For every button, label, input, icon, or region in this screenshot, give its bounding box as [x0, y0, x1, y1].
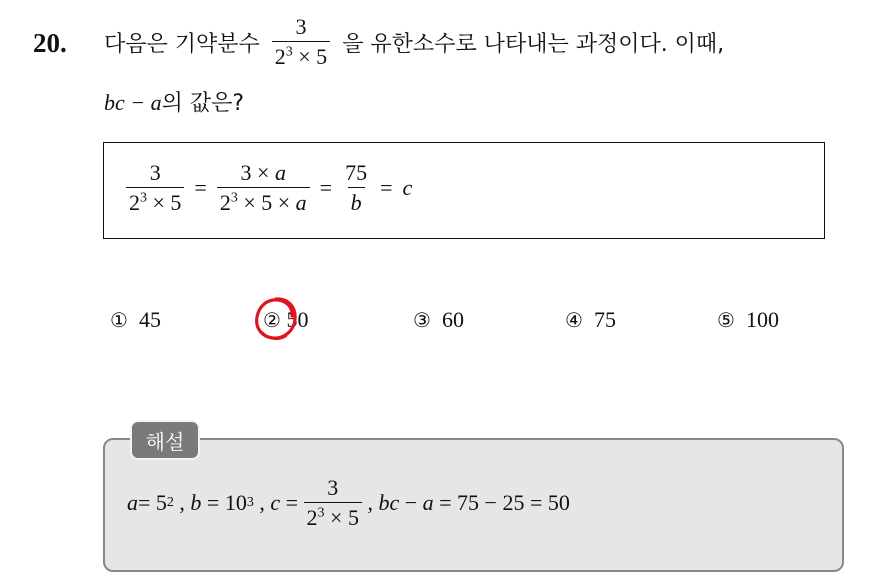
process-fraction-3: $\frac{75}{b}$ [345, 160, 368, 216]
question-number: 20. [33, 28, 67, 58]
solution-badge: 해설 [130, 420, 200, 460]
choice-marker: ① [110, 308, 128, 332]
choice-value: 100 [745, 307, 779, 332]
fraction-numerator: 3 [295, 13, 307, 39]
equals-sign: = [194, 175, 207, 201]
solution-box [103, 438, 844, 572]
choice-value: 75 [593, 307, 616, 332]
choice-marker: ③ [413, 308, 431, 332]
choice-value: 60 [441, 307, 464, 332]
question-text-part2: 을 유한소수로 나타내는 과정이다. 이때, [342, 31, 725, 57]
question-text-part1: 다음은 기약분수 [104, 31, 260, 57]
equals-sign: = [380, 175, 393, 201]
choice-marker: ⑤ [717, 308, 735, 332]
question-line-1 [104, 10, 724, 74]
equals-sign: = [319, 175, 333, 201]
question-line-2 [104, 86, 244, 117]
solution-fraction: $\frac{3}{2^3 \times 5}$ [304, 476, 362, 530]
fraction-denominator: $2^3 \times 5$ [272, 41, 330, 69]
choice-1[interactable] [110, 307, 161, 333]
process-equation [126, 161, 412, 215]
choice-3[interactable] [413, 307, 464, 333]
variable-c: c [402, 175, 413, 201]
process-fraction-2: $\frac{3 \times a}{2^3 \times 5 \times a}$ [217, 161, 310, 215]
solution-equation: a = 5 2 , b = 10 3 , c = $\frac{3}{2^3 \times 5}$ , bc − a = 75 − 25 = 50 [127, 475, 570, 531]
question-text-line2: 의 값은? [161, 91, 245, 116]
question-expression: bc − a [104, 90, 162, 115]
process-fraction-1: $\frac{3}{2^3 \times 5}$ [126, 161, 184, 215]
process-box [103, 142, 825, 239]
choice-value: 45 [138, 307, 161, 332]
choice-marker: ④ [565, 308, 583, 332]
choice-marker: ② [263, 308, 281, 332]
choice-5[interactable] [717, 307, 779, 333]
answer-circle-mark [250, 293, 302, 345]
choice-4[interactable] [565, 307, 616, 333]
choice-value: 50 [286, 307, 309, 332]
question-fraction [272, 15, 330, 69]
